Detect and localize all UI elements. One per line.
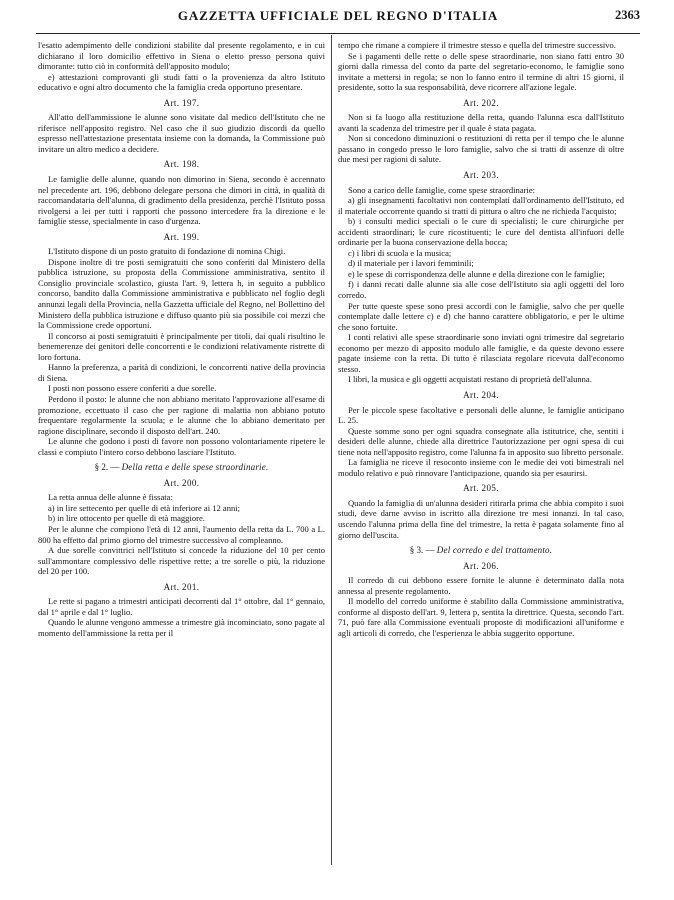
article-heading: Art. 204.	[463, 389, 499, 400]
paragraph: Perdono il posto: le alunne che non abbiano meritato l'approvazione all'esame di promozione, eccettuato il caso che per ragione di malattia non abbiano potuto frequentare regolarmente la scuola; e le alunne che lo abbiano demeritato per ragione disciplinare, secondo il disposto dell'art. 240.	[38, 393, 325, 436]
list-item: e) attestazioni comprovanti gli studi fatti o la provenienza da altro Istituto educativo e ogni altro documento che la famiglia creda opportuno presentare.	[38, 71, 325, 93]
paragraph: L'Istituto dispone di un posto gratuito di fondazione di nomina Chigi.	[48, 246, 286, 257]
paragraph: La famiglia ne riceve il resoconto insieme con le medie dei voti bimestrali nel modulo relativo e può rinnovare l'anticipazione, quando sia per esaurirsi.	[338, 457, 624, 478]
paragraph: Sono a carico delle famiglie, come spese straordinarie:	[348, 184, 536, 195]
article-heading: Art. 203.	[463, 170, 499, 181]
list-item: a) in lire settecento per quelle di età inferiore ai 12 anni;	[48, 502, 240, 513]
list-item: e) le spese di corrispondenza delle alunne e della direzione con le famiglie;	[348, 268, 605, 279]
paragraph: All'atto dell'ammissione le alunne sono visitate dal medico dell'Istituto che ne riferisce nell'apposito registro. Nel caso che il suo giudizio discordi da quello espresso nell'attestazione presentata insieme con la domanda, la Commissione può invitare un altro medico a decidere.	[38, 112, 325, 154]
paragraph: La retta annua delle alunne è fissata:	[48, 492, 173, 503]
list-item: d) il materiale per i lavori femminili;	[348, 258, 474, 269]
paragraph: Le alunne che godono i posti di favore non possono volontariamente ripetere le classi e compiuto l'intero corso debbono lasciare l'Istituto.	[38, 436, 325, 457]
paragraph: Se i pagamenti delle rette o delle spese straordinarie, non siano fatti entro 30 giorni dalla rimessa del conto da parte del segretario-economo, le famiglie sono invitate a mettersi in regola; se non lo fanno entro il termine di altri 15 giorni, il presidente, sotto la sua responsabilità, deve ricorrere all'azione legale.	[338, 50, 624, 93]
paragraph: l'esatto adempimento delle condizioni stabilite dal presente regolamento, e in cui dichiarano il loro domicilio effettivo in Siena o eletto presso persona quivi dimorante: tutto ciò in conformità dell'apposito modulo;	[38, 40, 325, 72]
paragraph: Il modello del corredo uniforme è stabilito dalla Commissione amministrativa, conforme al disposto dell'art. 9, lettera p, sentita la direttrice. Questa, secondo l'art. 71, può fare alla Commissione eventuali proposte di modificazioni all'uniforme e agli articoli di corredo, che l'esperienza le abbia suggerito opportune.	[338, 596, 624, 638]
section-number: § 3. —	[409, 545, 435, 556]
paragraph: Le rette si pagano a trimestri anticipati decorrenti dal 1° ottobre, dal 1° gennaio, dal 1° aprile e dal 1° luglio.	[38, 596, 325, 617]
paragraph: Non si concedono diminuzioni o restituzioni di retta per il tempo che le alunne passano in congedo presso le loro famiglie, salvo che si tratti di assenze di oltre due mesi per ragioni di salute.	[338, 133, 624, 165]
gazette-title: GAZZETTA UFFICIALE DEL REGNO D'ITALIA	[177, 8, 499, 23]
paragraph: Quando la famiglia di un'alunna desideri ritirarla prima che abbia compito i suoi studi, deve darne avviso in iscritto alla direzione tre mesi innanzi. In tal caso, uscendo l'alunna prima della fine del trimestre, la retta è pagata solamente fino al giorno dell'uscita.	[338, 497, 624, 540]
list-item: b) i consulti medici speciali o le cure di specialisti; le cure chirurgiche per accidenti straordinari; le cure ricostituenti; le cure del dentista all'infuori delle ordinarie per la buona conservazione della bocca;	[338, 216, 624, 248]
paragraph: Per le piccole spese facoltative e personali delle alunne, le famiglie anticipano L. 25.	[338, 404, 624, 426]
section-heading	[38, 462, 325, 473]
paragraph: Per tutte queste spese sono presi accordi con le famiglie, salvo che per quelle contemplate dalle lettere c) e d) che hanno carattere obbligatorio, e per le ultime che sono fortuite.	[338, 300, 624, 332]
article-heading: Art. 197.	[163, 97, 200, 108]
article-heading: Art. 206.	[463, 560, 499, 571]
paragraph: I conti relativi alle spese straordinarie sono inviati ogni trimestre dal segretario economo per mezzo di apposito modulo alle famiglie, e da queste devono essere pagate insieme con la retta. Di tutto è rilasciata regolare ricevuta dall'economo stesso.	[338, 332, 624, 374]
section-title: Del corredo e del trattamento.	[436, 545, 553, 556]
page-header	[36, 8, 640, 30]
paragraph: Il corredo di cui debbono essere fornite le alunne è determinato dalla nota annessa al presente regolamento.	[338, 575, 624, 596]
paragraph: Quando le alunne vengono ammesse a trimestre già incominciato, sono pagate al momento dell'ammissione la retta per il	[38, 617, 325, 638]
section-title: Della retta e delle spese straordinarie.	[121, 462, 269, 473]
article-heading: Art. 198.	[163, 159, 200, 170]
list-item: f) i danni recati dalle alunne sia alle cose dell'Istituto sia agli oggetti del loro corredo.	[338, 279, 624, 301]
paragraph: A due sorelle convittrici nell'Istituto si concede la riduzione del 10 per cento sull'ammontare complessivo delle rispettive rette; a tre sorelle o più, la riduzione del 20 per 100.	[38, 545, 325, 577]
paragraph: Dispone inoltre di tre posti semigratuiti che sono conferiti dal Ministero della pubblica istruzione, su proposta della Commissione amministrativa, sentito il Consiglio provinciale scolastico, giusta l'art. 9, lettera h, in seguito a pubblico concorso, bandito dalla Commissione amministrativa e pubblicato nel foglio degli annunzi legali della Provincia, nella Gazzetta ufficiale del Regno, nel Bollettino del Ministero della pubblica istruzione e diffuso quanto più sia possibile coi mezzi che la Commissione crede opportuni.	[38, 256, 325, 331]
section-number: § 2. —	[94, 462, 120, 473]
paragraph: Queste somme sono per ogni squadra consegnate alla istitutrice, che, sentiti i desideri delle alunne, chiede alla direttrice l'autorizzazione per ogni spesa di cui tiene nota nell'apposito registro, come l'alunna fa in apposito suo libretto personale.	[338, 425, 624, 457]
right-column	[338, 40, 624, 638]
paragraph: I posti non possono essere conferiti a due sorelle.	[48, 383, 217, 394]
header-rule	[36, 33, 640, 34]
paragraph: Non si fa luogo alla restituzione della retta, quando l'alunna esca dall'Istituto avanti la scadenza del trimestre per il quale è stata pagata.	[338, 112, 624, 133]
article-heading: Art. 199.	[163, 231, 200, 242]
paragraph: Hanno la preferenza, a parità di condizioni, le concorrenti native della provincia di Siena.	[38, 362, 325, 383]
paragraph: Per le alunne che compiono l'età di 12 anni, l'aumento della retta da L. 700 a L. 800 ha effetto dal primo giorno del trimestre successivo al compleanno.	[38, 523, 325, 545]
article-heading: Art. 200.	[163, 477, 200, 488]
list-item: c) i libri di scuola e la musica;	[348, 247, 452, 258]
paragraph: tempo che rimane a compiere il trimestre stesso e quella del trimestre successivo.	[338, 40, 616, 50]
column-divider	[331, 35, 332, 865]
section-heading	[338, 545, 624, 556]
paragraph: I libri, la musica e gli oggetti acquistati restano di proprietà dell'alunna.	[348, 374, 592, 385]
left-column	[38, 40, 325, 638]
list-item: a) gli insegnamenti facoltativi non contemplati dall'ordinamento dell'Istituto, ed il materiale occorrente quando si tratti di pittura o altro che ne richieda l'acquisto;	[338, 195, 624, 216]
paragraph: Il concorso ai posti semigratuiti è principalmente per titoli, dai quali risultino le benemerenze dei genitori delle concorrenti e le condizioni relativamente ristrette di loro fortuna.	[38, 330, 325, 362]
list-item: b) in lire ottocento per quelle di età maggiore.	[48, 513, 205, 524]
article-heading: Art. 201.	[163, 581, 200, 592]
paragraph: Le famiglie delle alunne, quando non dimorino in Siena, secondo è accennato nel precedente art. 196, debbono delegare persona che dimori in città, in qualità di raccomandataria dell'alunna, di gradimento della presidenza, perchè l'Istituto possa rivolgersi a lei per tutti i rapporti che possono intercedere fra la direzione e le famiglie stesse, specialmente in caso d'urgenza.	[38, 174, 325, 227]
page-number: 2363	[615, 8, 640, 22]
article-heading: Art. 205.	[463, 483, 499, 494]
article-heading: Art. 202.	[463, 97, 499, 108]
